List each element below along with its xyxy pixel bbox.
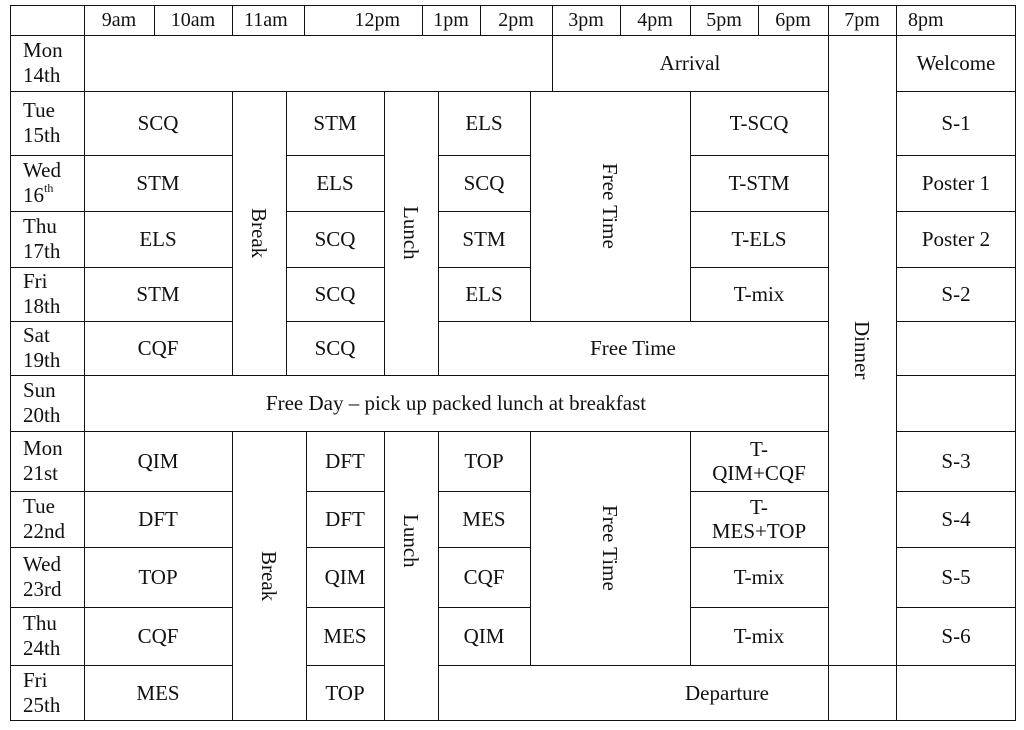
session-cell: ELS: [316, 170, 354, 195]
break-cell: [232, 431, 306, 721]
time-header: 5pm: [706, 8, 742, 31]
grid-line: [306, 431, 307, 721]
free-time-label: Free Time: [598, 505, 623, 591]
day-label: Mon 14th: [23, 37, 63, 87]
grid-line: [896, 491, 1016, 492]
session-cell: TOP: [138, 564, 178, 589]
session-cell: ELS: [139, 226, 177, 251]
grid-line: [10, 547, 232, 548]
grid-line: [690, 607, 828, 608]
grid-line: [232, 431, 233, 721]
tutorial-cell: T-mix: [733, 564, 785, 589]
grid-line: [438, 155, 530, 156]
session-cell: STM: [136, 170, 180, 195]
grid-line: [384, 91, 385, 375]
grid-line: [286, 211, 384, 212]
time-header: 7pm: [844, 8, 880, 31]
grid-line: [306, 547, 384, 548]
grid-line: [10, 375, 828, 376]
grid-line: [896, 431, 1016, 432]
departure-cell: Departure: [685, 680, 769, 705]
time-header: 6pm: [775, 8, 811, 31]
time-header: 2pm: [498, 8, 534, 31]
grid-line: [286, 91, 287, 375]
day-label: Sun 20th: [23, 377, 61, 427]
session-cell: CQF: [137, 335, 179, 360]
evening-cell: Poster 2: [921, 226, 991, 251]
lunch-cell: [384, 91, 438, 375]
grid-line: [896, 91, 1016, 92]
table-border: [10, 720, 1016, 721]
break-label: Break: [257, 550, 282, 602]
grid-line: [480, 5, 481, 35]
grid-line: [84, 5, 85, 721]
time-header: 4pm: [637, 8, 673, 31]
grid-line: [10, 491, 232, 492]
evening-cell: S-4: [941, 506, 971, 531]
grid-line: [10, 321, 232, 322]
session-cell: QIM: [137, 448, 179, 473]
evening-cell: S-3: [941, 448, 971, 473]
grid-line: [232, 91, 233, 375]
session-cell: QIM: [463, 623, 505, 648]
grid-line: [690, 155, 828, 156]
grid-line: [690, 431, 691, 665]
grid-line: [286, 321, 384, 322]
session-cell: DFT: [138, 506, 178, 531]
schedule-table: [10, 5, 1016, 721]
arrival-cell: Arrival: [659, 50, 721, 75]
grid-line: [438, 607, 530, 608]
time-header: 8pm: [908, 8, 944, 31]
evening-cell: Poster 1: [921, 170, 991, 195]
grid-line: [896, 547, 1016, 548]
time-header: 11am: [244, 8, 288, 31]
grid-line: [690, 5, 691, 35]
session-cell: SCQ: [314, 281, 356, 306]
lunch-label: Lunch: [399, 514, 424, 568]
grid-line: [10, 155, 232, 156]
grid-line: [552, 5, 553, 91]
grid-line: [896, 321, 1016, 322]
grid-line: [10, 91, 828, 92]
tutorial-cell: T- QIM+CQF: [712, 436, 806, 485]
grid-line: [438, 431, 439, 721]
session-cell: MES: [462, 506, 506, 531]
free-time-label: Free Time: [598, 163, 623, 249]
session-cell: SCQ: [314, 335, 356, 360]
grid-line: [10, 35, 1016, 36]
table-border: [10, 5, 1016, 6]
evening-cell: S-2: [941, 281, 971, 306]
time-header: 10am: [170, 8, 216, 31]
grid-line: [438, 665, 1016, 666]
grid-line: [690, 267, 828, 268]
session-cell: DFT: [325, 506, 365, 531]
session-cell: CQF: [463, 564, 505, 589]
grid-line: [896, 607, 1016, 608]
session-cell: CQF: [137, 623, 179, 648]
tutorial-cell: T-STM: [728, 170, 790, 195]
session-cell: STM: [462, 226, 506, 251]
day-label: Thu 24th: [23, 610, 61, 660]
grid-line: [896, 5, 897, 721]
grid-line: [896, 375, 1016, 376]
grid-line: [384, 431, 385, 721]
grid-line: [10, 267, 232, 268]
evening-cell: S-6: [941, 623, 971, 648]
session-cell: DFT: [325, 448, 365, 473]
free-day-cell: Free Day – pick up packed lunch at breakfast: [265, 390, 647, 415]
day-label: Fri 18th: [23, 268, 61, 318]
grid-line: [530, 431, 531, 665]
grid-line: [438, 91, 439, 375]
free-time-cell: [530, 431, 690, 665]
grid-line: [896, 155, 1016, 156]
day-label: Fri 25th: [23, 667, 61, 717]
session-cell: STM: [136, 281, 180, 306]
session-cell: ELS: [465, 110, 503, 135]
lunch-cell: [384, 431, 438, 721]
time-header: 12pm: [354, 8, 400, 31]
grid-line: [306, 491, 384, 492]
tutorial-cell: T-mix: [733, 623, 785, 648]
session-cell: QIM: [324, 564, 366, 589]
tutorial-cell: T-SCQ: [729, 110, 789, 135]
grid-line: [896, 211, 1016, 212]
session-cell: SCQ: [314, 226, 356, 251]
grid-line: [828, 5, 829, 721]
grid-line: [620, 5, 621, 35]
grid-line: [690, 491, 828, 492]
time-header: 3pm: [568, 8, 604, 31]
day-label: Sat 19th: [23, 322, 61, 372]
evening-cell: S-1: [941, 110, 971, 135]
grid-line: [690, 211, 828, 212]
break-label: Break: [247, 207, 272, 259]
session-cell: ELS: [465, 281, 503, 306]
time-header: 9am: [101, 8, 137, 31]
grid-line: [306, 607, 384, 608]
grid-line: [438, 211, 530, 212]
grid-line: [758, 5, 759, 35]
time-header: 1pm: [433, 8, 469, 31]
session-cell: STM: [313, 110, 357, 135]
grid-line: [10, 211, 232, 212]
session-cell: MES: [323, 623, 367, 648]
grid-line: [10, 607, 232, 608]
grid-line: [286, 267, 384, 268]
lunch-label: Lunch: [399, 206, 424, 260]
day-label: Wed 23rd: [23, 551, 62, 601]
grid-line: [154, 5, 155, 35]
free-time-cell: Free Time: [590, 335, 676, 360]
grid-line: [438, 547, 530, 548]
table-border: [10, 5, 11, 721]
day-label: Wed 16th: [23, 157, 61, 207]
welcome-cell: Welcome: [916, 50, 996, 75]
grid-line: [690, 91, 691, 321]
day-label: Tue 15th: [23, 97, 61, 147]
grid-line: [530, 91, 531, 321]
day-label: Mon 21st: [23, 435, 63, 485]
grid-line: [896, 267, 1016, 268]
grid-line: [438, 321, 828, 322]
table-border: [1015, 5, 1016, 721]
evening-cell: S-5: [941, 564, 971, 589]
tutorial-cell: T-mix: [733, 281, 785, 306]
grid-line: [232, 5, 233, 35]
grid-line: [306, 665, 384, 666]
session-cell: TOP: [325, 680, 365, 705]
dinner-cell: [828, 35, 896, 665]
grid-line: [304, 5, 305, 35]
grid-line: [690, 547, 828, 548]
tutorial-cell: T-ELS: [731, 226, 787, 251]
grid-line: [438, 491, 530, 492]
session-cell: SCQ: [137, 110, 179, 135]
session-cell: TOP: [464, 448, 504, 473]
day-label: Thu 17th: [23, 213, 61, 263]
tutorial-cell: T- MES+TOP: [711, 494, 807, 543]
grid-line: [286, 155, 384, 156]
session-cell: MES: [136, 680, 180, 705]
session-cell: SCQ: [463, 170, 505, 195]
grid-line: [10, 431, 828, 432]
grid-line: [438, 267, 530, 268]
break-cell: [232, 91, 286, 375]
grid-line: [10, 665, 232, 666]
grid-line: [422, 5, 423, 35]
day-label: Tue 22nd: [23, 493, 65, 543]
free-time-cell: [530, 91, 690, 321]
dinner-label: Dinner: [850, 320, 875, 380]
